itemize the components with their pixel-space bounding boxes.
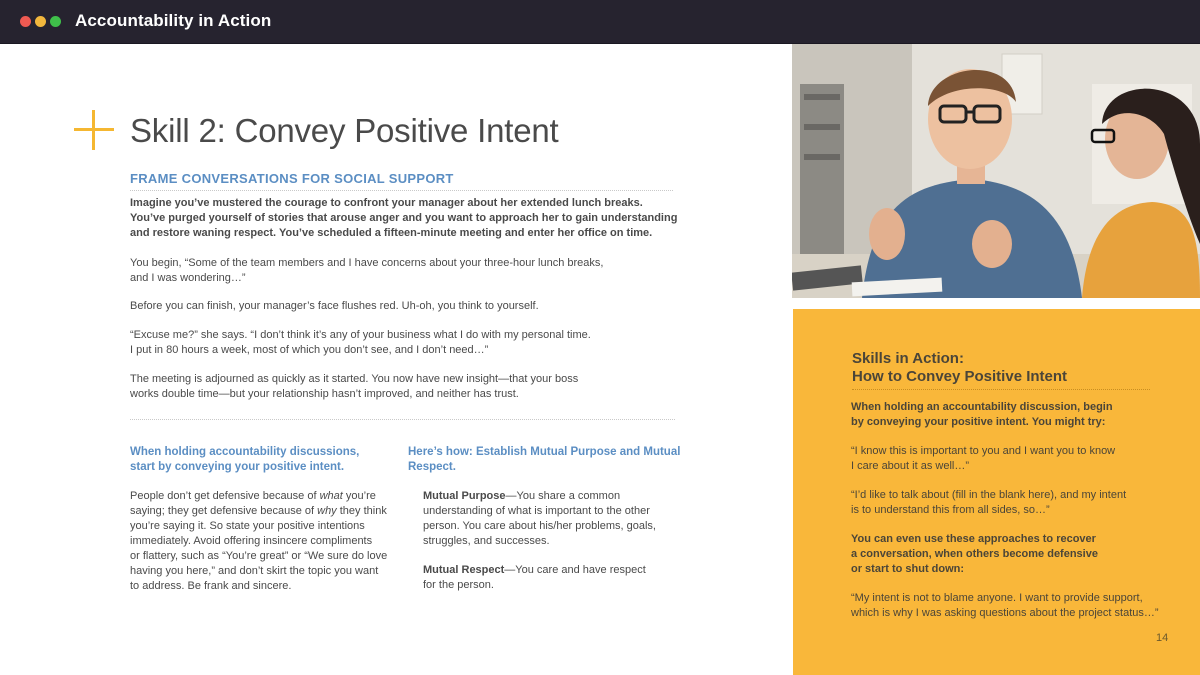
panel-quote-2 <box>851 488 1126 518</box>
left-column-body <box>130 489 395 594</box>
page-number: 14 <box>1156 632 1169 644</box>
panel-quote-1 <box>851 444 1115 474</box>
right-column-heading <box>408 445 683 475</box>
plus-icon <box>74 110 114 150</box>
panel-line: I care about it as well…” <box>851 460 969 472</box>
story-line: Before you can finish, your manager’s face flushes red. Uh-oh, you think to yourself. <box>130 300 539 312</box>
intro-line: Imagine you’ve mustered the courage to confront your manager about her extended lunch breaks. <box>130 197 643 209</box>
panel-line: You can even use these approaches to recover <box>851 533 1096 545</box>
panel-line: a conversation, when others become defensive <box>851 548 1098 560</box>
panel-lead <box>851 400 1113 430</box>
panel-title-line: How to Convey Positive Intent <box>852 368 1068 385</box>
panel-line: “My intent is not to blame anyone. I want to provide support, <box>851 592 1143 604</box>
story-line: “Excuse me?” she says. “I don’t think it’s any of your business what I do with my personal time. <box>130 329 591 341</box>
window-titlebar <box>0 0 1200 44</box>
intro-paragraph <box>130 196 680 241</box>
panel-line: which is why I was asking questions about the project status…” <box>851 607 1159 619</box>
body-line: immediately. Avoid offering insincere compliments <box>130 535 373 547</box>
window-title: Accountability in Action <box>75 11 272 30</box>
panel-recover <box>851 532 1098 577</box>
maximize-window-dot-icon[interactable] <box>50 16 61 27</box>
left-column-heading <box>130 445 390 475</box>
story-paragraph-3 <box>130 328 680 358</box>
story-paragraph-4 <box>130 372 680 402</box>
body-line: understanding of what is important to the other <box>423 505 650 517</box>
story-line: works double time—but your relationship hasn’t improved, and neither has trust. <box>130 388 519 400</box>
intro-line: and restore waning respect. You’ve scheduled a fifteen-minute meeting and enter her office on time. <box>130 227 653 239</box>
panel-line: by conveying your positive intent. You might try: <box>851 416 1106 428</box>
intro-line: You’ve purged yourself of stories that arouse anger and you want to approach her to gain understanding <box>130 212 678 224</box>
panel-line: or start to shut down: <box>851 563 965 575</box>
panel-line: is to understand this from all sides, so…” <box>851 504 1050 516</box>
section-divider <box>130 419 675 420</box>
body-line: Mutual Respect—You care and have respect <box>423 564 646 576</box>
story-line: and I was wondering…” <box>130 272 246 284</box>
body-line: person. You care about his/her problems, goals, <box>423 520 656 532</box>
section-heading: FRAME CONVERSATIONS FOR SOCIAL SUPPORT <box>130 171 673 191</box>
story-line: I put in 80 hours a week, most of which you don’t see, and I don’t need…” <box>130 344 489 356</box>
story-paragraph-1 <box>130 256 680 286</box>
body-line: to address. Be frank and sincere. <box>130 580 292 592</box>
heading-line: When holding accountability discussions, <box>130 446 360 458</box>
heading-line: start by conveying your positive intent. <box>130 461 345 473</box>
body-line: saying; they get defensive because of why they think <box>130 505 387 517</box>
body-line: People don’t get defensive because of what you’re <box>130 490 376 502</box>
panel-line: When holding an accountability discussion, begin <box>851 401 1113 413</box>
panel-line: “I’d like to talk about (fill in the blank here), and my intent <box>851 489 1127 501</box>
heading-line: Here’s how: Establish Mutual Purpose and Mutual <box>408 446 681 458</box>
story-line: The meeting is adjourned as quickly as it started. You now have new insight—that your boss <box>130 373 579 385</box>
story-line: You begin, “Some of the team members and I have concerns about your three-hour lunch breaks, <box>130 257 604 269</box>
panel-quote-3 <box>851 591 1159 621</box>
page-title: Skill 2: Convey Positive Intent <box>130 112 559 149</box>
conversation-photo <box>792 44 1200 298</box>
body-line: for the person. <box>423 579 494 591</box>
minimize-window-dot-icon[interactable] <box>35 16 46 27</box>
skills-in-action-panel <box>793 309 1200 675</box>
body-line: having you here,” and don’t skirt the topic you want <box>130 565 379 577</box>
panel-title-line: Skills in Action: <box>852 350 964 367</box>
mutual-purpose-text <box>423 489 678 549</box>
mutual-respect-text <box>423 563 678 593</box>
close-window-dot-icon[interactable] <box>20 16 31 27</box>
heading-line: Respect. <box>408 461 456 473</box>
story-paragraph-2 <box>130 299 680 314</box>
body-line: you’re saying it. So state your positive intentions <box>130 520 365 532</box>
body-line: struggles, and successes. <box>423 535 550 547</box>
body-line: or flattery, such as “You’re great” or “We sure do love <box>130 550 388 562</box>
panel-title <box>852 350 1150 390</box>
panel-line: “I know this is important to you and I want you to know <box>851 445 1116 457</box>
body-line: Mutual Purpose—You share a common <box>423 490 621 502</box>
